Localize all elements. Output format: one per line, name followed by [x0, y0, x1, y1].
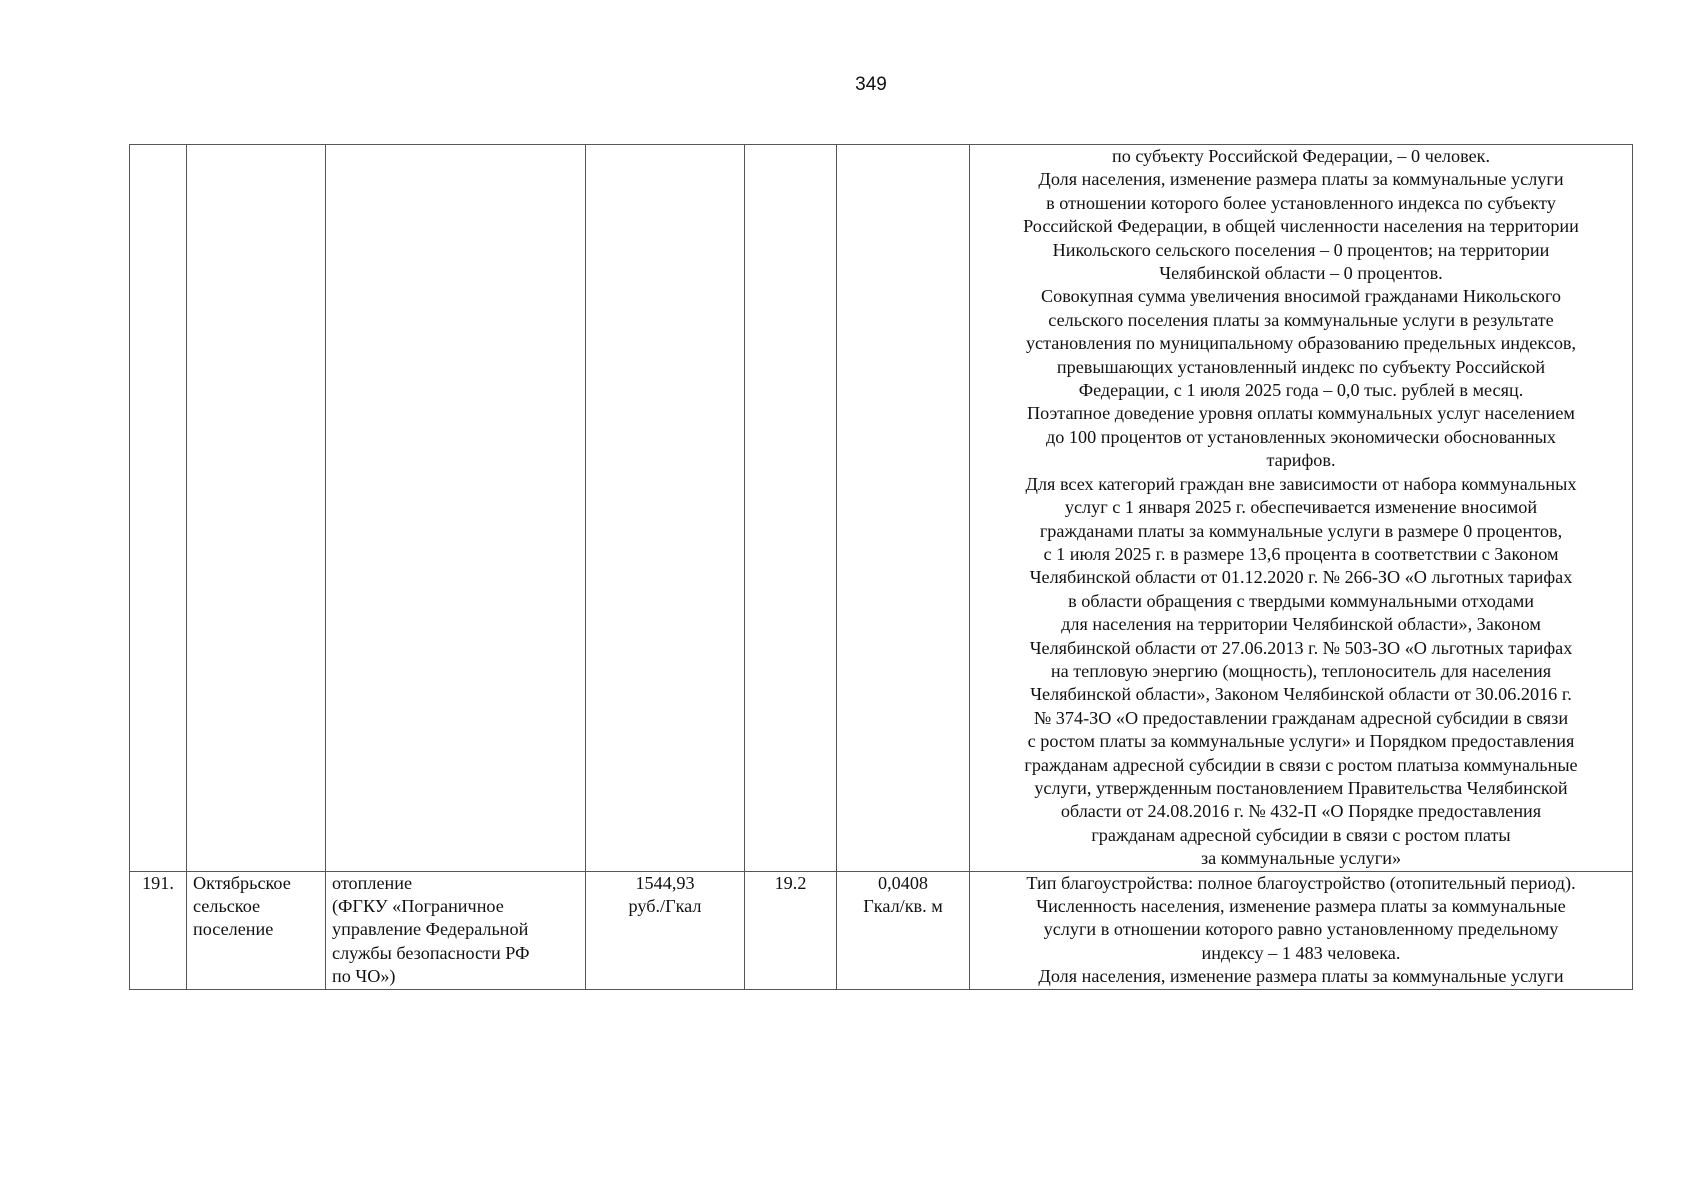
- cell-index: [745, 145, 837, 872]
- description-line: гражданам адресной субсидии в связи с ростом платы: [1091, 824, 1511, 845]
- tariff-unit: руб./Гкал: [628, 896, 702, 916]
- cell-index: [745, 871, 837, 989]
- description-line: в отношении которого более установленного индекса по субъекту: [1046, 192, 1556, 213]
- cell-service: [326, 871, 586, 989]
- description-line: Челябинской области – 0 процентов.: [1159, 263, 1443, 284]
- settlement-line: сельское: [193, 896, 261, 916]
- cell-service: [326, 145, 586, 872]
- description-line: Челябинской области», Законом Челябинской области от 30.06.2016 г.: [1030, 684, 1572, 705]
- description-line: услуги, утвержденным постановлением Правительства Челябинской: [1034, 777, 1568, 798]
- description-line: области от 24.08.2016 г. № 432-П «О Порядке предоставления: [1060, 801, 1542, 822]
- description-line: Для всех категорий граждан вне зависимости от набора коммунальных: [1025, 473, 1577, 494]
- description-line: сельского поселения платы за коммунальные услуги в результате: [1048, 309, 1554, 330]
- description-line: Поэтапное доведение уровня оплаты коммунальных услуг населением: [1027, 403, 1575, 424]
- norm-unit: Гкал/кв. м: [863, 896, 943, 916]
- row-number: 191.: [142, 872, 174, 893]
- description-line: Федерации, с 1 июля 2025 года – 0,0 тыс. рублей в месяц.: [1078, 380, 1524, 401]
- service-line: по ЧО»): [332, 966, 396, 987]
- description-line: Челябинской области от 01.12.2020 г. № 266-ЗО «О льготных тарифах: [1029, 567, 1573, 588]
- description-line: с ростом платы за коммунальные услуги» и Порядком предоставления: [1027, 731, 1575, 752]
- description-line: Тип благоустройства: полное благоустройство (отопительный период).: [1026, 872, 1576, 893]
- cell-tariff: [586, 871, 745, 989]
- description-line: индексу – 1 483 человека.: [1201, 942, 1401, 963]
- description-line: Никольского сельского поселения – 0 процентов; на территории: [1052, 239, 1550, 260]
- description-line: за коммунальные услуги»: [1200, 848, 1402, 869]
- service-line: отопление: [332, 872, 413, 893]
- service-line: службы безопасности РФ: [332, 942, 530, 963]
- tariff-value: 1544,93: [635, 872, 695, 893]
- description-line: Совокупная сумма увеличения вносимой гражданами Никольского: [1040, 286, 1561, 307]
- service-line: управление Федеральной: [332, 919, 529, 940]
- cell-settlement: [187, 871, 326, 989]
- page-number: 349: [855, 74, 887, 95]
- description-line: Доля населения, изменение размера платы за коммунальные услуги: [1038, 169, 1564, 190]
- description-line: услуг с 1 января 2025 г. обеспечивается изменение вносимой: [1064, 497, 1538, 518]
- description-line: Доля населения, изменение размера платы за коммунальные услуги: [1038, 966, 1564, 987]
- description-line: на тепловую энергию (мощность), теплоноситель для населения: [1050, 660, 1552, 681]
- description-line: Челябинской области от 27.06.2013 г. № 503-ЗО «О льготных тарифах: [1029, 637, 1573, 658]
- index-value: 19.2: [774, 872, 807, 893]
- tariff-table: [129, 144, 1633, 990]
- description-line: услуги в отношении которого равно установленному предельному: [1043, 919, 1559, 940]
- description-line: в области обращения с твердыми коммунальными отходами: [1068, 590, 1534, 611]
- cell-tariff: [586, 145, 745, 872]
- description-line: с 1 июля 2025 г. в размере 13,6 процента в соответствии с Законом: [1043, 543, 1559, 564]
- cell-number: [130, 145, 187, 872]
- description-line: № 374-ЗО «О предоставлении гражданам адресной субсидии в связи: [1033, 707, 1569, 728]
- cell-norm: [837, 145, 970, 872]
- table-row-continuation: [130, 145, 1633, 872]
- norm-value: 0,0408: [877, 872, 928, 893]
- settlement-line: поселение: [193, 919, 274, 940]
- description-line: Численность населения, изменение размера платы за коммунальные: [1036, 896, 1566, 916]
- table-row-191: [130, 871, 1633, 989]
- settlement-line: Октябрьское: [193, 872, 291, 893]
- cell-description: [970, 145, 1633, 872]
- cell-description: [970, 871, 1633, 989]
- description-line: для населения на территории Челябинской области», Законом: [1061, 614, 1541, 635]
- cell-norm: [837, 871, 970, 989]
- description-line: установления по муниципальному образованию предельных индексов,: [1025, 333, 1577, 354]
- cell-number: [130, 871, 187, 989]
- description-line: тарифов.: [1266, 450, 1336, 471]
- description-line: гражданами платы за коммунальные услуги в размере 0 процентов,: [1039, 520, 1563, 541]
- description-line: гражданам адресной субсидии в связи с ростом платыза коммунальные: [1024, 754, 1578, 775]
- description-line: Российской Федерации, в общей численности населения на территории: [1023, 216, 1579, 237]
- description-line: до 100 процентов от установленных экономически обоснованных: [1046, 426, 1556, 447]
- cell-settlement: [187, 145, 326, 872]
- description-line: по субъекту Российской Федерации, – 0 человек.: [1111, 146, 1491, 166]
- description-line: превышающих установленный индекс по субъекту Российской: [1056, 356, 1546, 377]
- service-line: (ФГКУ «Пограничное: [332, 896, 504, 916]
